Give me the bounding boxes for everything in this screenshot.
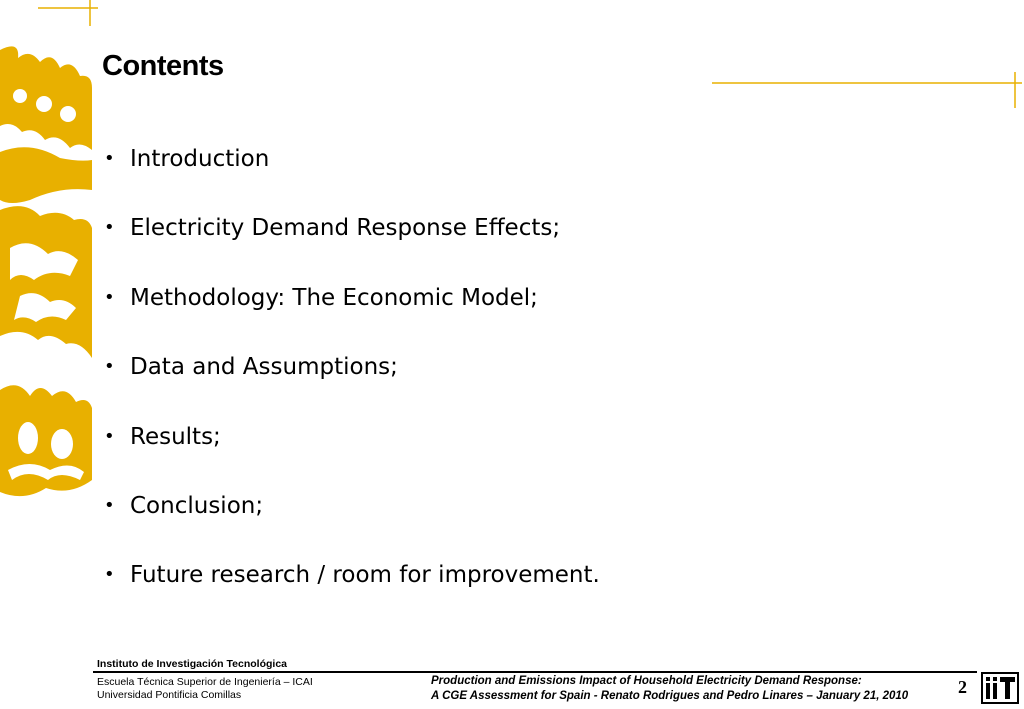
bullet-icon: • [104,564,115,586]
list-item [104,279,600,348]
list-item [104,209,600,278]
bullet-icon: • [104,148,115,169]
talk-info [431,674,908,704]
list-item-text: Conclusion; [130,492,264,519]
list-item-text: Methodology: The Economic Model; [130,284,538,311]
university-line: Universidad Pontificia Comillas [97,689,242,701]
contents-list [104,140,600,626]
list-item-text: Future research / room for improvement. [130,562,600,589]
iit-logo-icon [981,672,1019,704]
list-item [104,140,600,209]
top-right-corner-mark [710,72,1022,108]
crest-decoration [0,40,92,510]
list-item-text: Results; [130,423,221,450]
bullet-icon: • [104,494,115,516]
list-item [104,556,600,625]
page-number: 2 [958,677,967,697]
list-item-text: Electricity Demand Response Effects; [130,215,561,242]
bullet-icon: • [104,356,115,378]
footer-divider [93,671,977,673]
top-left-corner-mark [38,0,98,26]
school-info [97,676,313,702]
talk-subtitle: A CGE Assessment for Spain - Renato Rodrigues and Pedro Linares – January 21, 2010 [431,690,909,702]
bullet-icon: • [104,217,115,239]
list-item-text: Introduction [130,146,270,172]
list-item [104,418,600,487]
bullet-icon: • [104,286,115,308]
list-item [104,348,600,417]
list-item-text: Data and Assumptions; [130,354,398,381]
talk-title: Production and Emissions Impact of Household Electricity Demand Response: [431,675,862,687]
list-item [104,487,600,556]
bullet-icon: • [104,425,115,447]
institute-name: Instituto de Investigación Tecnológica [97,658,287,670]
school-line: Escuela Técnica Superior de Ingeniería – ICAI [97,676,313,688]
slide-title: Contents [102,50,224,82]
